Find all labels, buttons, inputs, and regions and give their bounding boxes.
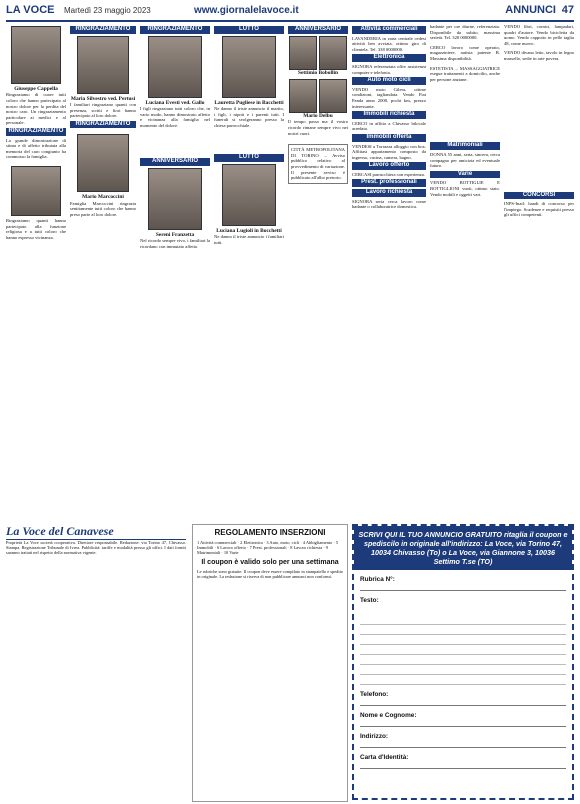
portrait-photo bbox=[11, 26, 61, 84]
bottom-band bbox=[6, 524, 574, 800]
section-label: RINGRAZIAMENTO bbox=[70, 26, 136, 34]
page-number: 47 bbox=[561, 4, 574, 16]
obituary-column-3 bbox=[140, 24, 210, 250]
section-heading: CONCORSI bbox=[504, 192, 574, 200]
ad-text: SIGNORA referenziata offre assistenza computer e telefonia. bbox=[352, 63, 426, 75]
ad-text: VENDO divano letto, tavolo in legno massello, sedie in arte povera. bbox=[504, 50, 574, 61]
ad-text: ESTETISTA – MASSAGGIATRICE esegue trattamenti a domicilio, anche per persone anziane. bbox=[430, 65, 500, 82]
portrait-photo bbox=[77, 36, 129, 94]
telefono-field[interactable]: Telefono: bbox=[360, 691, 566, 706]
obituary-name: Luciana Lugioli in Bocchetti bbox=[216, 227, 282, 234]
obituary-name: Giuseppe Cappella bbox=[14, 86, 58, 92]
obituary-text: Ringraziamo di cuore tutti coloro che hanno partecipato al nostro dolore per la perdita del nostro caro. Un ringraziamento particolare ai medici e al personale. bbox=[6, 92, 66, 126]
ad-text: CERCO lavoro come operaio, magazziniere, autista patente B. Massima disponibilità. bbox=[430, 44, 500, 61]
obituary-name: Luciana Evesti ved. Gallo bbox=[145, 99, 205, 106]
rules-text: Le rubriche sono gratuite. Il coupon deve essere compilato in stampatello e spedito in originale. La redazione si riserva di non pubblicare annunci non conformi. bbox=[197, 568, 343, 579]
obituary-column-4 bbox=[214, 24, 284, 246]
section-heading: Immobili offerta bbox=[352, 134, 426, 142]
portrait-photo bbox=[148, 168, 202, 230]
carta-identita-field[interactable]: Carta d'Identità: bbox=[360, 754, 566, 769]
masthead-box bbox=[6, 524, 186, 800]
section-title: ANNUNCI bbox=[505, 4, 556, 16]
section-heading: Prest. professionali bbox=[352, 179, 426, 187]
ad-text: VENDO BOTTIGLIE E BOTTIGLIONI vuoti, ottimo stato. Vendo mobili e oggetti vari. bbox=[430, 180, 500, 197]
page-header bbox=[6, 4, 574, 22]
notice-box: CITTÀ METROPOLITANA DI TORINO – Avviso pubblico relativo al provvedimento di variazione. Il presente avviso è pubblicato all'albo pretorio. bbox=[288, 144, 348, 184]
announcements-column-3 bbox=[504, 24, 574, 218]
portrait-photo bbox=[319, 79, 347, 113]
ad-text: badante per ore diurne, referenziata. Disponibile da subito, massima serietà. Tel. 320 0000000. bbox=[430, 24, 500, 41]
testo-lines[interactable] bbox=[360, 615, 566, 685]
ad-text: SIGNORA seria cerca lavoro come badante o collaboratrice domestica. bbox=[352, 198, 426, 210]
section-heading: Attività commerciali bbox=[352, 26, 426, 34]
obituary-text: Ne danno il triste annuncio il marito, i figli, i nipoti e i parenti tutti. I funerali si svolgeranno presso la chiesa parrocchiale. bbox=[214, 106, 284, 128]
portrait-photo bbox=[11, 166, 61, 216]
masthead-text: Proprietà La Voce società cooperativa. Direttore responsabile. Redazione: via Torino 47, Chivasso. Stampa. Registrazione Tribunale di Ivrea. Pubblicità: tariffe e modalità presso gli uffici. I dati forniti saranno trattati nel rispetto della normativa vigente. bbox=[6, 540, 186, 556]
obituary-text: La grande dimostrazione di stima e di affetto tributata alla memoria del caro congiunto ha commosso la famiglia. bbox=[6, 137, 66, 160]
obituary-text: Il tempo passa ma il vostro ricordo rimane sempre vivo nei nostri cuori. bbox=[288, 119, 348, 136]
indirizzo-field[interactable]: Indirizzo: bbox=[360, 733, 566, 748]
ad-text: CERCASI parrucchiera con esperienza. bbox=[352, 171, 425, 177]
section-label: ANNIVERSARIO bbox=[140, 158, 210, 166]
obituary-column-1 bbox=[6, 24, 66, 240]
obituary-text: Nel ricordo sempre vivo, i familiari la ricordano con immutato affetto. bbox=[140, 238, 210, 249]
announcements-column-1 bbox=[352, 24, 426, 210]
section-label: ANNIVERSARIO bbox=[288, 26, 348, 34]
ad-text: CERCO in affitto a Chivasso bilocale arredato. bbox=[352, 120, 426, 132]
section-heading: Varie bbox=[430, 171, 500, 179]
portrait-photo bbox=[289, 79, 317, 113]
section-label: RINGRAZIAMENTO bbox=[70, 121, 136, 129]
testo-label: Testo: bbox=[360, 597, 379, 604]
obituary-name: Mario Marcoccini bbox=[82, 194, 124, 201]
section-heading: Lavoro richiesta bbox=[352, 189, 426, 197]
ad-text: LAVANDERIA in zona centrale cedesi attività ben avviata, ottimo giro di clientela. Tel. 338 0000000. bbox=[352, 35, 426, 52]
portrait-photo bbox=[77, 134, 129, 192]
ad-text: INPS-Inail: bandi di concorso per l'impiego. Scadenze e requisiti presso gli uffici competenti. bbox=[504, 201, 574, 218]
section-heading: Immobili richiesta bbox=[352, 111, 426, 119]
obituary-column-2 bbox=[70, 24, 136, 218]
obituary-text: Famiglia Marcoccini ringrazia sentitamente tutti coloro che hanno preso parte al loro dolore. bbox=[70, 200, 136, 217]
obituary-text: I figli ringraziano tutti coloro che, in vario modo, hanno dimostrato affetto e vicinanza alla famiglia nel momento del dolore. bbox=[140, 106, 210, 128]
obituary-column-5 bbox=[288, 24, 348, 186]
section-heading: Auto moto cicli bbox=[352, 77, 426, 85]
obituary-text: I familiari ringraziano quanti con presenza, scritti e fiori hanno partecipato al loro dolore. bbox=[70, 102, 136, 119]
ad-text: VENDO libri, cornici, lampadari, quadri d'autore. Vendo bicicletta da uomo. Vendo cappotto in pelle taglia 48, come nuovo. bbox=[504, 24, 574, 46]
rules-title: REGOLAMENTO INSERZIONI bbox=[214, 528, 326, 537]
ad-text: DONNA 55 anni, seria, sincera, cerca compagno per amicizia ed eventuale futuro. bbox=[430, 151, 500, 169]
section-label: RINGRAZIAMENTO bbox=[140, 26, 210, 34]
section-heading: Lavoro offerto bbox=[352, 162, 426, 170]
ad-text: VENDESI a Torrazza alloggio con box. Affittasi appartamento composto da ingresso, cucina, camera, bagno. bbox=[352, 143, 426, 160]
obituary-name: Maria Silvestro ved. Pertusi bbox=[70, 95, 136, 102]
portrait-photo bbox=[319, 36, 347, 70]
portrait-photo bbox=[222, 164, 276, 226]
rubrica-field[interactable]: Rubrica N°: bbox=[360, 576, 566, 591]
obituary-name: Lauretta Pugliese in Bacchetti bbox=[214, 99, 284, 106]
rules-list: 1 Attività commerciali · 2 Elettronica · 3 Auto, moto, cicli · 4 Abbigliamento · 5 Immobili · 6 Lavoro offerto · 7 Prest. professionali · 8 Lavoro richiesta · 9 Matrimoniali · 10 Varie bbox=[197, 540, 339, 556]
obituary-text: Ne danno il triste annuncio i familiari tutti. bbox=[214, 234, 284, 245]
portrait-photo bbox=[148, 36, 202, 98]
portrait-photo bbox=[289, 36, 317, 70]
masthead-title: La Voce del Canavese bbox=[6, 524, 186, 540]
section-heading: Matrimoniali bbox=[430, 142, 500, 150]
section-label: RINGRAZIAMENTO bbox=[6, 128, 66, 136]
portrait-photo bbox=[222, 36, 276, 98]
nome-field[interactable]: Nome e Cognome: bbox=[360, 712, 566, 727]
announcements-column-2 bbox=[430, 24, 500, 197]
obituary-name: Sereni Franzetta bbox=[155, 231, 195, 238]
section-label: LUTTO bbox=[214, 26, 284, 34]
ad-text: VENDO moto Gilera, ottime condizioni, tagliandata. Vendo Fiat Panda anno 2008, pochi km, prezzo interessante. bbox=[352, 86, 426, 109]
obituary-name: Settimio Bobollin bbox=[298, 69, 338, 76]
rules-box bbox=[192, 524, 348, 802]
obituary-text: Ringraziamo quanti hanno partecipato alla funzione religiosa e a tutti coloro che hanno espresso vicinanza. bbox=[6, 217, 66, 240]
coupon-form[interactable] bbox=[352, 524, 574, 800]
section-heading: Elettronica bbox=[352, 54, 426, 62]
issue-date: Martedì 23 maggio 2023 bbox=[64, 6, 151, 15]
rules-validity: Il coupon è valido solo per una settimana bbox=[201, 558, 339, 566]
coupon-heading: SCRIVI QUI IL TUO ANNUNCIO GRATUITO ritaglia il coupon e spediscilo in originale all'indirizzo: La Voce, via Torino 47, 10034 Chivasso (To) o La Voce, via Giannone 3, 10036 Settimo T.se (TO) bbox=[354, 526, 572, 570]
section-label: LUTTO bbox=[214, 154, 284, 162]
website: www.giornalelavoce.it bbox=[194, 5, 299, 16]
obituary-name: Mario Delbu bbox=[303, 113, 333, 119]
logo: LA VOCE bbox=[6, 4, 55, 16]
